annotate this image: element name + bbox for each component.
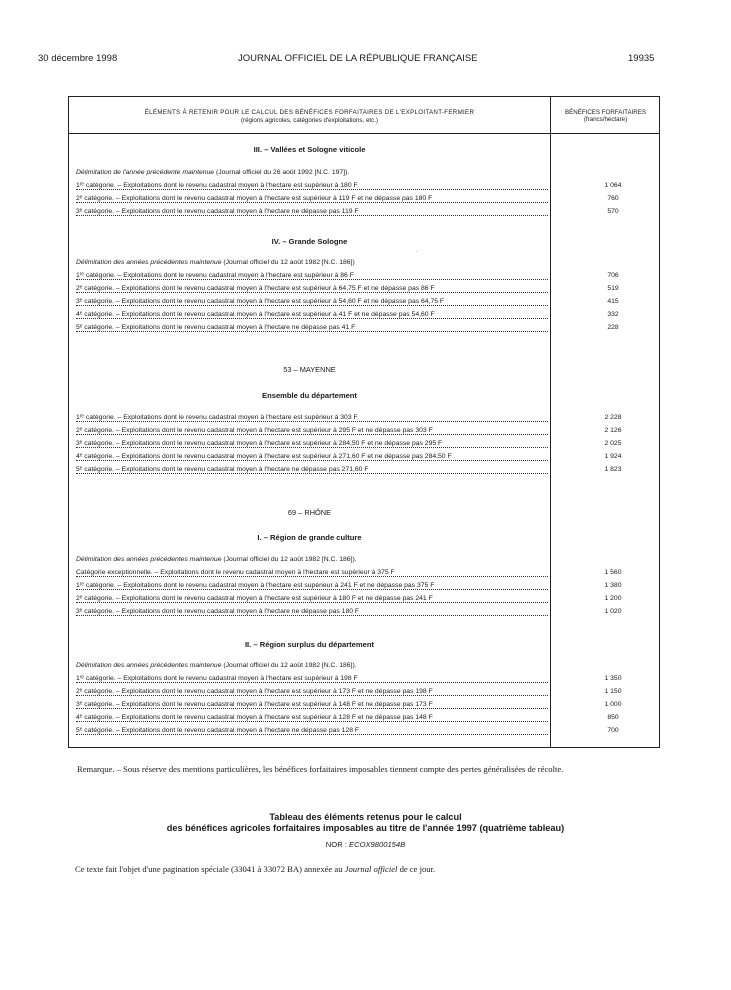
table-row: 3ᵉ catégorie. – Exploitations dont le revenu cadastral moyen à l'hectare est supérieur à 54,60 F et ne dépasse pas 64,75 F 415	[76, 298, 619, 305]
department-title: 69 – RHÔNE	[287, 508, 332, 517]
table-row: 3ᵉ catégorie. – Exploitations dont le revenu cadastral moyen à l'hectare est supérieur à 148 F et ne dépasse pas 173 F 1 000	[76, 701, 622, 708]
section-title: II. – Région surplus du département	[244, 640, 375, 649]
table-row: 4ᵉ catégorie. – Exploitations dont le revenu cadastral moyen à l'hectare est supérieur à 41 F et ne dépasse pas 54,60 F 332	[76, 311, 619, 318]
column2-subtitle: (francs/hectare)	[583, 116, 628, 123]
column1-title: ÉLÉMENTS À RETENIR POUR LE CALCUL DES BÉNÉFICES FORFAITAIRES DE L'EXPLOITANT-FERMIER	[144, 109, 475, 116]
section-title: IV. – Grande Sologne	[271, 237, 348, 246]
table-row: 5ᵉ catégorie. – Exploitations dont le revenu cadastral moyen à l'hectare ne dépasse pas 271,60 F 1 823	[76, 466, 622, 473]
table-row: 5ᵉ catégorie. – Exploitations dont le revenu cadastral moyen à l'hectare ne dépasse pas 128 F 700	[76, 727, 619, 734]
table-row: 2ᵉ catégorie. – Exploitations dont le revenu cadastral moyen à l'hectare est supérieur à 180 F et ne dépasse pas 241 F 1 200	[76, 595, 622, 602]
remark-paragraph: Remarque. – Sous réserve des mentions particulières, les bénéfices forfaitaires imposables tiennent compte des pertes généralisées de récolte.	[77, 764, 564, 774]
table-row: Catégorie exceptionnelle. – Exploitations dont le revenu cadastral moyen à l'hectare est supérieur à 375 F 1 560	[76, 569, 622, 576]
table-row: 2ᵉ catégorie. – Exploitations dont le revenu cadastral moyen à l'hectare est supérieur à 64,75 F et ne dépasse pas 86 F 519	[76, 285, 619, 292]
section-note: Délimitation de l'année précédente maintenue (Journal officiel du 26 août 1992 [N.C. 197]).	[76, 169, 350, 176]
table-row: 2ᵉ catégorie. – Exploitations dont le revenu cadastral moyen à l'hectare est supérieur à 173 F et ne dépasse pas 198 F 1 150	[76, 688, 622, 695]
table-row: 2ᵉ catégorie. – Exploitations dont le revenu cadastral moyen à l'hectare est supérieur à 295 F et ne dépasse pas 303 F 2 126	[76, 427, 622, 434]
nor-reference	[0, 840, 731, 849]
table-row: 3ᵉ catégorie. – Exploitations dont le revenu cadastral moyen à l'hectare ne dépasse pas 119 F 570	[76, 208, 619, 215]
header-journal-title: JOURNAL OFFICIEL DE LA RÉPUBLIQUE FRANÇAISE	[238, 53, 478, 64]
table-row: 1ʳᵉ catégorie. – Exploitations dont le revenu cadastral moyen à l'hectare est supérieur à 303 F 2 228	[76, 414, 622, 421]
table-row: 1ʳᵉ catégorie. – Exploitations dont le revenu cadastral moyen à l'hectare est supérieur à 86 F 706	[76, 272, 619, 279]
section-title: III. – Vallées et Sologne viticole	[253, 145, 366, 154]
forfait-table	[68, 96, 660, 748]
section-title: I. – Région de grande culture	[257, 533, 362, 542]
nor-code: ECOX9800154B	[349, 840, 406, 849]
table-row: 4ᵉ catégorie. – Exploitations dont le revenu cadastral moyen à l'hectare est supérieur à 271,60 F et ne dépasse pas 284,50 F 1 924	[76, 453, 622, 460]
table-row: 5ᵉ catégorie. – Exploitations dont le revenu cadastral moyen à l'hectare ne dépasse pas 41 F 228	[76, 324, 619, 331]
nor-label: NOR :	[325, 840, 347, 849]
section-title: Ensemble du département	[262, 391, 357, 400]
closing-title-line2: des bénéfices agricoles forfaitaires imposables au titre de l'année 1997 (quatrième tableau)	[166, 823, 565, 833]
table-row: 1ʳᵉ catégorie. – Exploitations dont le revenu cadastral moyen à l'hectare est supérieur à 198 F 1 350	[76, 675, 622, 682]
department-title: 53 – MAYENNE	[283, 365, 336, 374]
header-page-number: 19935	[628, 53, 655, 64]
closing-title-line1: Tableau des éléments retenus pour le calcul	[269, 812, 462, 822]
column2-title: BÉNÉFICES FORFAITAIRES	[564, 109, 647, 116]
header-divider	[69, 133, 659, 134]
table-row: 1ʳᵉ catégorie. – Exploitations dont le revenu cadastral moyen à l'hectare est supérieur à 241 F et ne dépasse pas 375 F 1 380	[76, 582, 622, 589]
stray-dot: ·	[416, 249, 418, 255]
header-date: 30 décembre 1998	[38, 53, 118, 64]
section-note: Délimitation des années précédentes maintenue (Journal officiel du 12 août 1982 [N.C. 186]).	[76, 662, 357, 669]
table-row: 3ᵉ catégorie. – Exploitations dont le revenu cadastral moyen à l'hectare ne dépasse pas 180 F 1 020	[76, 608, 622, 615]
section-note: Délimitation des années précédentes maintenue (Journal officiel du 12 août 1982 [N.C. 186]).	[76, 556, 357, 563]
section-note: Délimitation des années précédentes maintenue (Journal officiel du 12 août 1982 [N.C. 186])	[76, 259, 355, 266]
table-row: 3ᵉ catégorie. – Exploitations dont le revenu cadastral moyen à l'hectare est supérieur à 284,50 F et ne dépasse pas 295 F 2 025	[76, 440, 622, 447]
table-row: 1ʳᵉ catégorie. – Exploitations dont le revenu cadastral moyen à l'hectare est supérieur à 180 F 1 064	[76, 182, 622, 189]
table-row: 4ᵉ catégorie. – Exploitations dont le revenu cadastral moyen à l'hectare est supérieur à 128 F et ne dépasse pas 148 F 850	[76, 714, 619, 721]
table-row: 2ᵉ catégorie. – Exploitations dont le revenu cadastral moyen à l'hectare est supérieur à 119 F et ne dépasse pas 180 F 760	[76, 195, 619, 202]
column1-subtitle: (régions agricoles, catégories d'exploitations, etc.)	[240, 117, 379, 124]
column-divider	[550, 97, 551, 747]
closing-paragraph: Ce texte fait l'objet d'une pagination spéciale (33041 à 33072 BA) annexée au Journal officiel de ce jour.	[75, 864, 436, 874]
